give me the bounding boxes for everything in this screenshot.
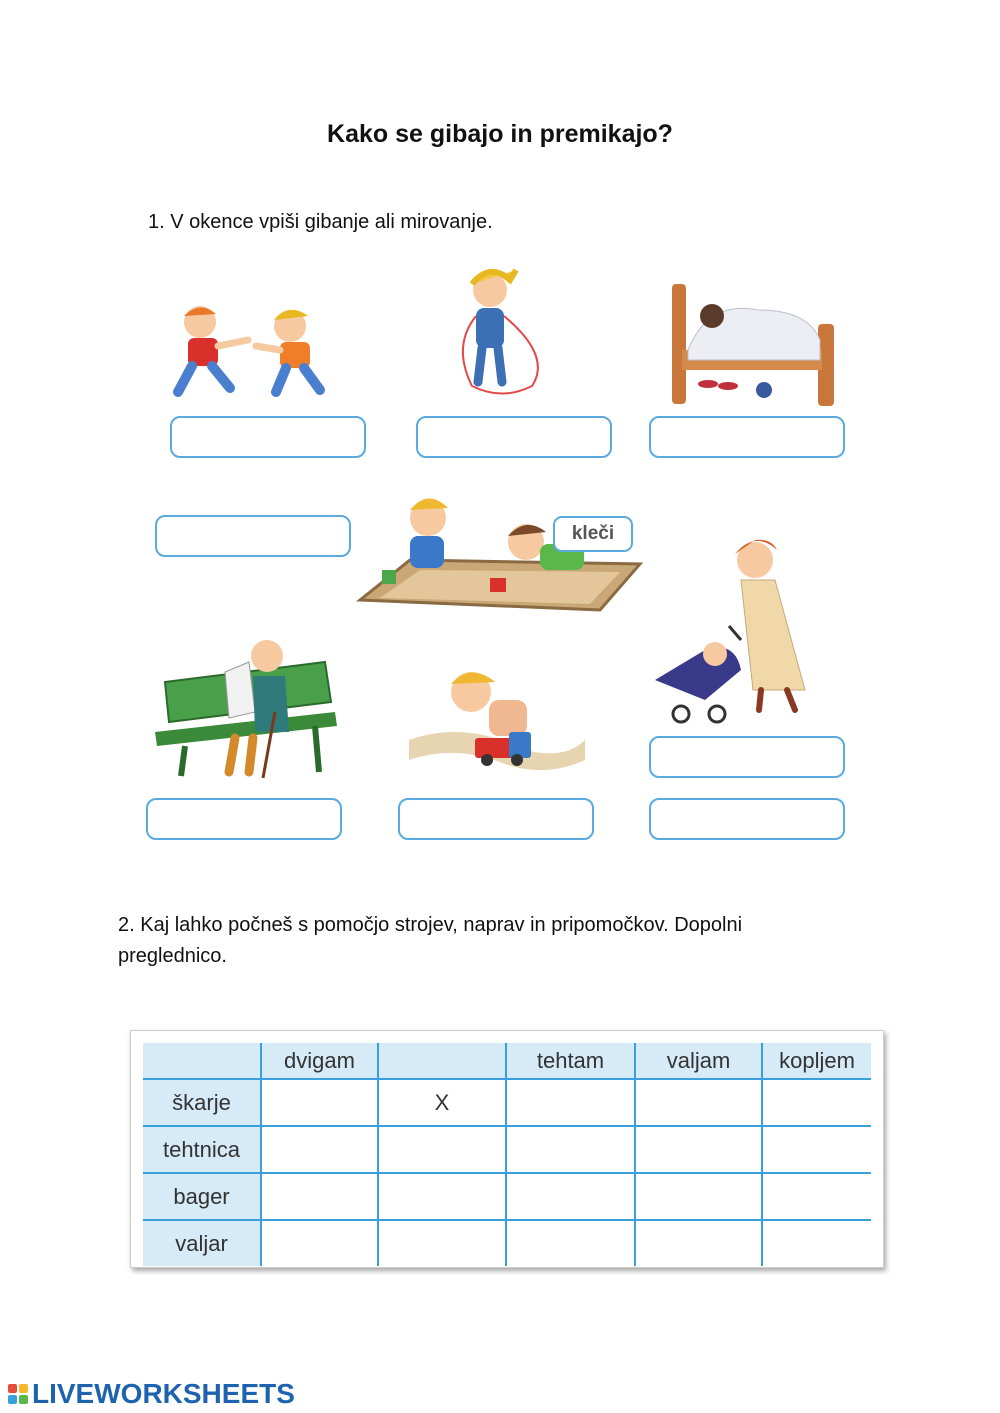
table-cell[interactable]	[635, 1079, 762, 1126]
table-row	[143, 1079, 871, 1126]
page-title: Kako se gibajo in premikajo?	[327, 120, 673, 148]
table-header-cell: tehtam	[506, 1043, 635, 1079]
boy-with-toy-truck-illustration	[405, 660, 590, 785]
table-cell[interactable]	[506, 1173, 635, 1220]
row-label: škarje	[143, 1079, 261, 1126]
sandbox-children-illustration	[350, 480, 650, 630]
row-label: valjar	[143, 1220, 261, 1266]
answer-box-running[interactable]	[170, 416, 366, 458]
table-cell[interactable]	[635, 1173, 762, 1220]
table-cell[interactable]	[378, 1126, 506, 1173]
table-cell[interactable]	[506, 1220, 635, 1266]
woman-with-stroller-illustration	[645, 530, 850, 725]
answer-box-walking[interactable]	[649, 798, 845, 840]
answer-box-stroller[interactable]	[649, 736, 845, 778]
running-children-illustration	[140, 292, 380, 407]
table-cell[interactable]	[762, 1220, 871, 1266]
table-cell[interactable]	[261, 1079, 378, 1126]
answer-box-skipping[interactable]	[416, 416, 612, 458]
answer-box-bench[interactable]	[146, 798, 342, 840]
table-header-cell: kopljem	[762, 1043, 871, 1079]
row-label: bager	[143, 1173, 261, 1220]
answer-box-truck[interactable]	[398, 798, 594, 840]
table-cell[interactable]	[261, 1173, 378, 1220]
table-header-row	[143, 1043, 871, 1079]
table-header-cell	[143, 1043, 261, 1079]
table-cell[interactable]: X	[378, 1079, 506, 1126]
table-cell[interactable]	[378, 1173, 506, 1220]
table-cell[interactable]	[762, 1079, 871, 1126]
table-row	[143, 1126, 871, 1173]
tools-table-card	[130, 1030, 884, 1268]
table-cell[interactable]	[762, 1126, 871, 1173]
sleeping-child-illustration	[668, 280, 843, 410]
table-cell[interactable]	[261, 1220, 378, 1266]
answer-box-sandbox-sitting[interactable]	[155, 515, 351, 557]
skipping-girl-illustration	[432, 256, 557, 406]
tools-table	[143, 1043, 871, 1266]
table-cell[interactable]	[378, 1220, 506, 1266]
task-2-instruction: 2. Kaj lahko počneš s pomočjo strojev, naprav in pripomočkov. Dopolni preglednico.	[118, 914, 743, 967]
brand-logo-icon	[8, 1384, 28, 1404]
table-header-cell: dvigam	[261, 1043, 378, 1079]
grandpa-on-bench-illustration	[145, 622, 350, 782]
table-header-cell: valjam	[635, 1043, 762, 1079]
table-row	[143, 1220, 871, 1266]
table-cell[interactable]	[762, 1173, 871, 1220]
answer-box-sleeping[interactable]	[649, 416, 845, 458]
hint-label-kneeling: kleči	[553, 516, 633, 552]
footer-brand[interactable]	[8, 1378, 295, 1410]
table-cell[interactable]	[635, 1126, 762, 1173]
table-cell[interactable]	[635, 1220, 762, 1266]
table-cell[interactable]	[506, 1079, 635, 1126]
row-label: tehtnica	[143, 1126, 261, 1173]
table-header-cell	[378, 1043, 506, 1079]
task-1-instruction: 1. V okence vpiši gibanje ali mirovanje.	[148, 211, 493, 233]
table-row	[143, 1173, 871, 1220]
brand-name: LIVEWORKSHEETS	[32, 1378, 295, 1409]
table-cell[interactable]	[261, 1126, 378, 1173]
table-cell[interactable]	[506, 1126, 635, 1173]
